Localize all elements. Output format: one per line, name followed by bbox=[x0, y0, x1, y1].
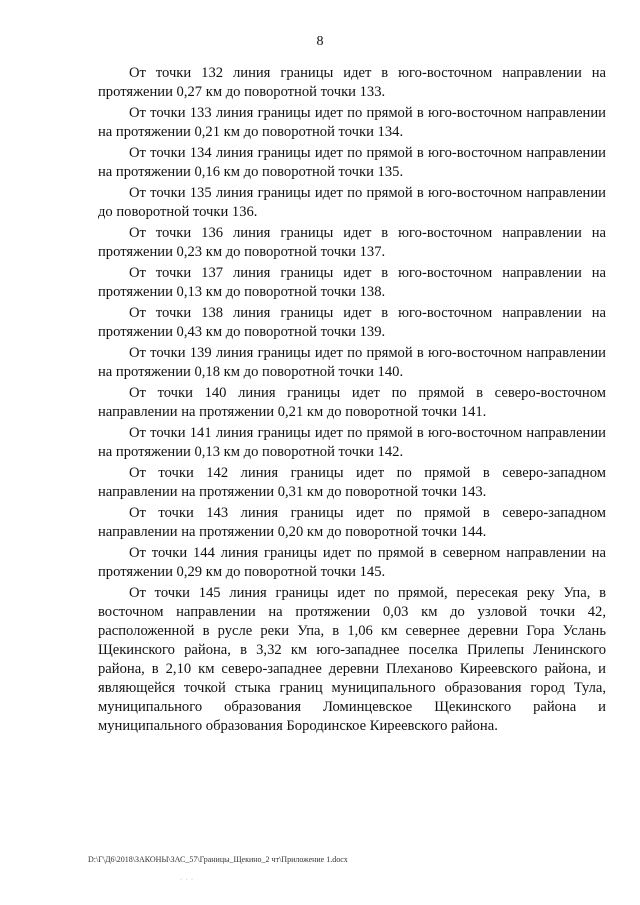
scan-specks: · · · bbox=[180, 877, 194, 883]
paragraph-point-143: От точки 143 линия границы идет по прямой в северо-западном направлении на протяжении 0,20 км до поворотной точки 144. bbox=[98, 505, 606, 540]
paragraph-point-138: От точки 138 линия границы идет в юго-восточном направлении на протяжении 0,43 км до поворотной точки 139. bbox=[98, 305, 606, 340]
footer-file-path: D:\Г\Д6\2018\ЗАКОНЫ\ЗАС_57\Границы_Щекино_2 чт\Приложение 1.docx bbox=[88, 855, 348, 864]
paragraph-point-142: От точки 142 линия границы идет по прямой в северо-западном направлении на протяжении 0,31 км до поворотной точки 143. bbox=[98, 465, 606, 500]
paragraph-point-132: От точки 132 линия границы идет в юго-восточном направлении на протяжении 0,27 км до поворотной точки 133. bbox=[98, 65, 606, 100]
page-number: 8 bbox=[316, 34, 324, 49]
paragraph-point-134: От точки 134 линия границы идет по прямой в юго-восточном направлении на протяжении 0,16 км до поворотной точки 135. bbox=[98, 145, 606, 180]
paragraph-point-133: От точки 133 линия границы идет по прямой в юго-восточном направлении на протяжении 0,21 км до поворотной точки 134. bbox=[98, 105, 606, 140]
paragraph-point-145: От точки 145 линия границы идет по прямой, пересекая реку Упа, в восточном направлении на протяжении 0,03 км до узловой точки 42, расположенной в русле реки Упа, в 1,06 км севернее деревни Гора Услань Щекинского района, в 3,32 км юго-западнее поселка Прилепы Ленинского района, в 2,10 км северо-западнее деревни Плеханово Киреевского района, и являющейся точкой стыка границ муниципального образования город Тула, муниципального образования Ломинцевское Щекинского района и муниципального образования Бородинское Киреевского района. bbox=[98, 585, 606, 734]
document-body bbox=[98, 64, 606, 736]
paragraph-point-140: От точки 140 линия границы идет по прямой в северо-восточном направлении на протяжении 0,21 км до поворотной точки 141. bbox=[98, 385, 606, 420]
paragraph-point-136: От точки 136 линия границы идет в юго-восточном направлении на протяжении 0,23 км до поворотной точки 137. bbox=[98, 225, 606, 260]
paragraph-point-139: От точки 139 линия границы идет по прямой в юго-восточном направлении на протяжении 0,18 км до поворотной точки 140. bbox=[98, 345, 606, 380]
paragraph-point-141: От точки 141 линия границы идет по прямой в юго-восточном направлении на протяжении 0,13 км до поворотной точки 142. bbox=[98, 425, 606, 460]
paragraph-point-135: От точки 135 линия границы идет по прямой в юго-восточном направлении до поворотной точки 136. bbox=[98, 185, 606, 220]
paragraph-point-144: От точки 144 линия границы идет по прямой в северном направлении на протяжении 0,29 км до поворотной точки 145. bbox=[98, 545, 606, 580]
paragraph-point-137: От точки 137 линия границы идет в юго-восточном направлении на протяжении 0,13 км до поворотной точки 138. bbox=[98, 265, 606, 300]
